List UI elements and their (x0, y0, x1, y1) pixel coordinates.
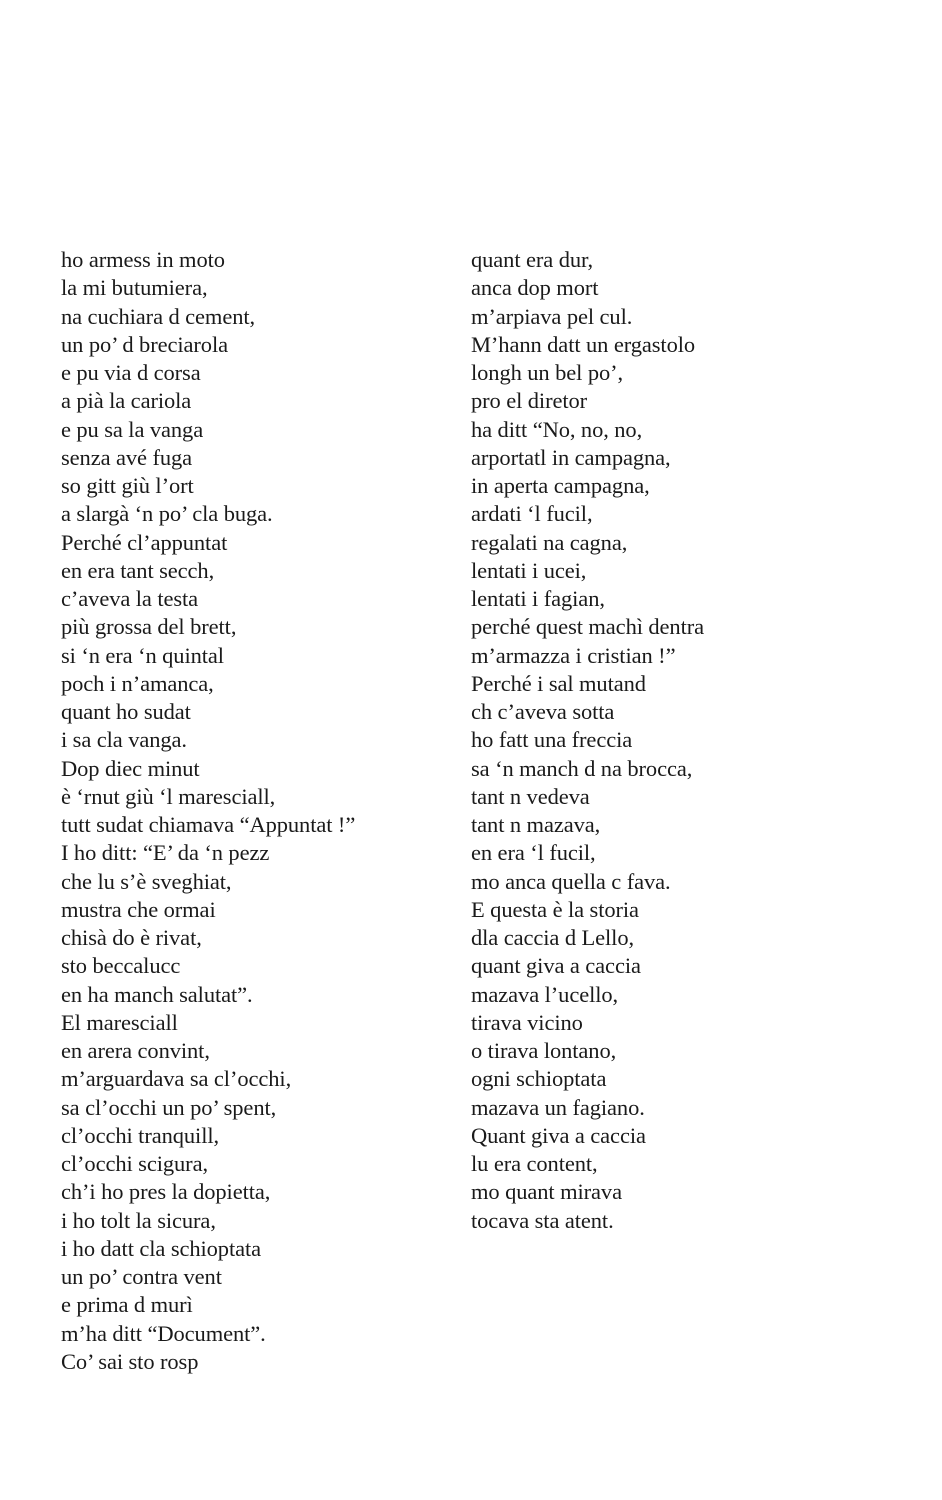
poem-line: regalati na cagna, (471, 529, 628, 555)
poem-column-left (61, 246, 441, 1376)
poem-line: m’armazza i cristian !” (471, 642, 676, 668)
poem-line: cl’occhi scigura, (61, 1151, 208, 1176)
poem-line: I ho ditt: “E’ da ‘n pezz (61, 840, 270, 866)
poem-line: la mi butumiera, (61, 275, 208, 301)
poem-line: quant giva a caccia (471, 953, 641, 979)
poem-line: un po’ contra vent (61, 1264, 222, 1289)
poem-line: mazava l’ucello, (471, 981, 619, 1007)
poem-line: sa ‘n manch d na brocca, (471, 755, 693, 781)
poem-line: e pu sa la vanga (61, 416, 204, 442)
poem-line: chisà do è rivat, (61, 925, 202, 950)
poem-line: tirava vicino (471, 1009, 583, 1035)
poem-line: Dop diec minut (61, 755, 200, 781)
poem-line: quant ho sudat (61, 699, 191, 724)
poem-line: anca dop mort (471, 275, 599, 301)
poem-line: i ho datt cla schioptata (61, 1235, 262, 1261)
poem-line: mo anca quella c fava. (471, 868, 671, 894)
poem-line: ogni schioptata (471, 1066, 607, 1092)
poem-line: mo quant mirava (471, 1179, 622, 1205)
poem-line: so gitt giù l’ort (61, 473, 194, 498)
poem-line: m’arpiava pel cul. (471, 303, 633, 329)
poem-line: a slargà ‘n po’ cla buga. (61, 501, 273, 527)
poem-line: lu era content, (471, 1151, 598, 1176)
poem-line: ha ditt “No, no, no, (471, 416, 643, 442)
poem-line: in aperta campagna, (471, 473, 650, 498)
poem-line: senza avé fuga (61, 444, 193, 470)
poem-line: tant n vedeva (471, 783, 590, 809)
poem-line: perché quest machì dentra (471, 614, 705, 640)
poem-line: mustra che ormai (61, 896, 216, 922)
poem-column-right (471, 246, 891, 1235)
poem-line: che lu s’è sveghiat, (61, 868, 232, 894)
poem-line: i ho tolt la sicura, (61, 1207, 216, 1233)
poem-line: dla caccia d Lello, (471, 925, 635, 950)
poem-line: c’aveva la testa (61, 586, 199, 611)
poem-line: M’hann datt un ergastolo (471, 331, 696, 357)
poem-line: na cuchiara d cement, (61, 303, 256, 329)
poem-line: quant era dur, (471, 247, 594, 272)
poem-line: Quant giva a caccia (471, 1122, 646, 1148)
poem-line: arportatl in campagna, (471, 444, 671, 470)
poem-line: è ‘rnut giù ‘l maresciall, (61, 783, 276, 809)
poem-line: i sa cla vanga. (61, 727, 187, 753)
poem-line: ch’i ho pres la dopietta, (61, 1179, 271, 1205)
poem-line: o tirava lontano, (471, 1038, 617, 1063)
poem-line: en arera convint, (61, 1038, 210, 1063)
poem-line: a pià la cariola (61, 388, 192, 414)
poem-line: en ha manch salutat”. (61, 981, 253, 1007)
poem-line: e prima d murì (61, 1292, 193, 1318)
poem-line: un po’ d breciarola (61, 331, 228, 357)
poem-line: m’arguardava sa cl’occhi, (61, 1066, 292, 1092)
poem-line: longh un bel po’, (471, 360, 624, 385)
poem-line: ch c’aveva sotta (471, 699, 615, 724)
poem-line: tocava sta atent. (471, 1207, 614, 1233)
poem-line: cl’occhi tranquill, (61, 1122, 220, 1148)
poem-line: ho fatt una freccia (471, 727, 633, 753)
poem-line: Perché cl’appuntat (61, 529, 228, 555)
poem-line: m’ha ditt “Document”. (61, 1320, 266, 1346)
poem-line: Perché i sal mutand (471, 670, 646, 696)
poem-line: El maresciall (61, 1009, 178, 1035)
poem-line: en era ‘l fucil, (471, 840, 596, 866)
poem-line: tutt sudat chiamava “Appuntat !” (61, 812, 356, 837)
poem-line: lentati i fagian, (471, 586, 605, 611)
poem-line: sa cl’occhi un po’ spent, (61, 1094, 277, 1120)
poem-line: poch i n’amanca, (61, 670, 214, 696)
poem-line: en era tant secch, (61, 557, 215, 583)
poem-line: ardati ‘l fucil, (471, 501, 593, 527)
poem-line: pro el diretor (471, 388, 588, 414)
poem-line: tant n mazava, (471, 812, 601, 837)
poem-line: si ‘n era ‘n quintal (61, 642, 224, 668)
poem-line: lentati i ucei, (471, 557, 587, 583)
poem-line: più grossa del brett, (61, 614, 237, 640)
poem-line: e pu via d corsa (61, 360, 201, 385)
poem-line: sto beccalucc (61, 953, 181, 979)
poem-line: E questa è la storia (471, 896, 639, 922)
poem-line: Co’ sai sto rosp (61, 1348, 199, 1374)
poem-line: mazava un fagiano. (471, 1094, 645, 1120)
poem-line: ho armess in moto (61, 247, 225, 272)
